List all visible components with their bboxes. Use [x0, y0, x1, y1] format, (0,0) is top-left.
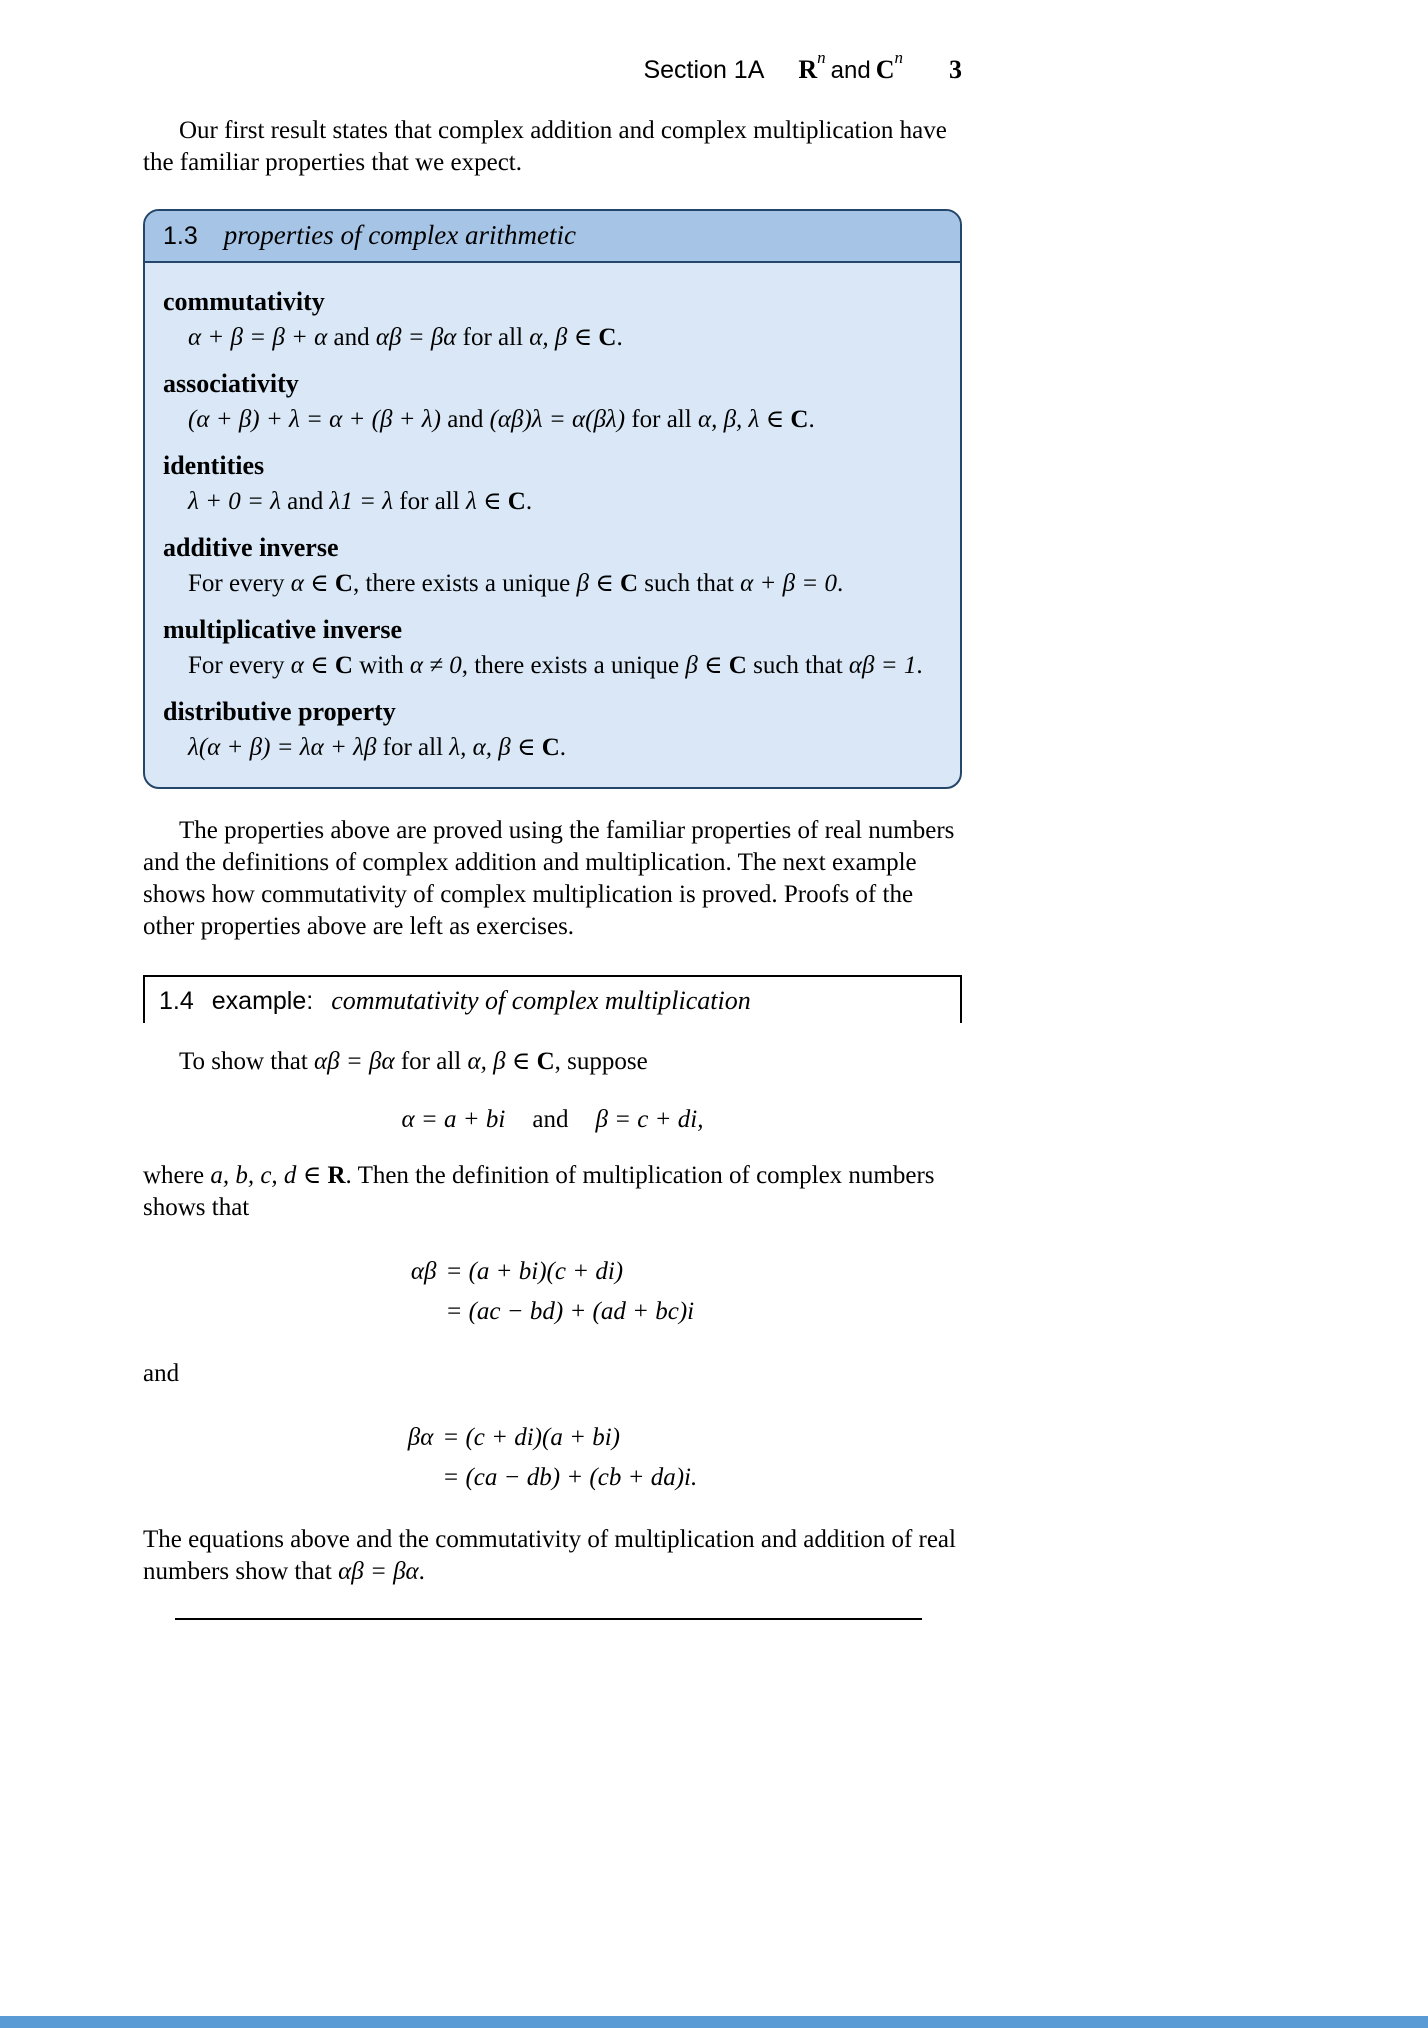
- text-segment: ∈: [303, 652, 335, 679]
- text-segment: .: [525, 488, 533, 515]
- text-segment: for all: [393, 488, 466, 515]
- text-segment: The equations above and the commutativity of multiplication and addition of real numbers show that: [143, 1526, 956, 1585]
- property-identities: [163, 449, 940, 519]
- superscript-n: n: [894, 47, 903, 67]
- text-segment: C: [334, 652, 353, 679]
- text-segment: .: [836, 570, 844, 597]
- text-segment: ∈: [505, 1048, 537, 1075]
- text-segment: . Then the definition of multiplication of complex numbers shows that: [143, 1162, 935, 1221]
- text-segment: C: [541, 734, 560, 761]
- text-segment: for all: [394, 1048, 468, 1075]
- equation-rhs-line-2: = (ca − db) + (cb + da)i.: [442, 1464, 698, 1491]
- equation-rhs-line-1: = (a + bi)(c + di): [445, 1258, 624, 1285]
- text-segment: with: [352, 652, 410, 679]
- text-segment: α, β, λ: [697, 406, 760, 433]
- property-statement: [188, 403, 940, 437]
- theorem-box-header: [145, 211, 960, 263]
- text-segment: C: [619, 570, 639, 597]
- text-segment: ∈: [759, 406, 791, 433]
- equation-lhs: βα: [407, 1424, 434, 1451]
- text-segment: .: [418, 1558, 425, 1585]
- superscript-n: n: [817, 47, 826, 67]
- example-closing-rule: [175, 1618, 922, 1620]
- property-heading: associativity: [163, 369, 299, 398]
- example-paragraph-2: [143, 1160, 962, 1224]
- text-segment: αβ = 1: [848, 652, 917, 679]
- text-segment: α, β: [529, 324, 568, 351]
- text-segment: C: [507, 488, 526, 515]
- text-segment: αβ = βα: [338, 1558, 419, 1585]
- property-additive-inverse: [163, 531, 940, 601]
- property-heading: additive inverse: [163, 533, 339, 562]
- text-segment: for all: [456, 324, 530, 351]
- text-segment: such that: [746, 652, 849, 679]
- chapter-title: [798, 47, 903, 85]
- example-title: commutativity of complex multiplication: [331, 986, 751, 1015]
- intro-paragraph: Our first result states that complex addition and complex multiplication have the familiar properties that we expect.: [143, 117, 947, 176]
- property-statement: [188, 731, 940, 765]
- text-segment: α: [290, 652, 304, 679]
- text-segment: β: [685, 652, 698, 679]
- text-segment: α + β = β + α: [188, 324, 328, 351]
- text-segment: C: [334, 570, 353, 597]
- set-C-symbol: C: [875, 55, 895, 84]
- example-kind-label: example:: [211, 987, 314, 1015]
- text-segment: such that: [638, 570, 741, 597]
- equation-block-alpha-beta: [411, 1252, 694, 1332]
- text-segment: For every: [188, 570, 291, 597]
- display-equation-definitions: [143, 1104, 962, 1136]
- text-segment: λ1 = λ: [329, 488, 394, 515]
- text-segment: , there exists a unique: [461, 652, 686, 679]
- connector-word: and: [143, 1360, 180, 1387]
- text-segment: C: [536, 1048, 555, 1075]
- property-statement: [188, 321, 940, 355]
- equation-lhs-empty: [408, 1458, 434, 1498]
- text-segment: β: [576, 570, 589, 597]
- text-segment: ∈: [567, 324, 599, 351]
- property-heading: multiplicative inverse: [163, 615, 403, 644]
- text-segment: R: [327, 1162, 346, 1189]
- text-segment: .: [559, 734, 567, 761]
- text-segment: ∈: [303, 570, 335, 597]
- text-segment: .: [616, 324, 623, 351]
- text-segment: , there exists a unique: [352, 570, 577, 597]
- text-segment: λ + 0 = λ: [188, 488, 281, 515]
- text-segment: ∈: [510, 734, 542, 761]
- discussion-paragraph: The properties above are proved using the familiar properties of real numbers and the definitions of complex addition and multiplication. The next example shows how commutativity of complex multiplication is proved. Proofs of the other properties above are left as exercises.: [143, 817, 955, 940]
- equation-rhs-line-2: = (ac − bd) + (ad + bc)i: [445, 1298, 695, 1325]
- property-associativity: [163, 367, 940, 437]
- example-paragraph-4: [143, 1524, 962, 1588]
- text-segment: .: [808, 406, 815, 433]
- example-number: 1.4: [159, 987, 194, 1015]
- text-segment: and: [440, 406, 490, 433]
- set-R-symbol: R: [798, 55, 818, 84]
- text-segment: and: [280, 488, 330, 515]
- text-segment: λ: [465, 488, 477, 515]
- equation-block-beta-alpha: [408, 1418, 698, 1498]
- theorem-title: properties of complex arithmetic: [223, 220, 576, 250]
- equation-lhs-empty: [411, 1292, 437, 1332]
- theorem-box-1-3: [143, 209, 962, 789]
- text-segment: ∈: [588, 570, 620, 597]
- text-segment: (αβ)λ = α(βλ): [489, 406, 626, 433]
- text-segment: (α + β) + λ = α + (β + λ): [188, 406, 441, 433]
- text-segment: β = c + di,: [595, 1106, 704, 1133]
- example-header: [143, 975, 962, 1026]
- property-heading: commutativity: [163, 287, 325, 316]
- text-segment: αβ = βα: [375, 324, 457, 351]
- text-segment: ∈: [476, 488, 508, 515]
- running-head: [143, 47, 962, 85]
- text-segment: For every: [188, 652, 291, 679]
- text-segment: α: [290, 570, 304, 597]
- property-statement: [188, 567, 940, 601]
- property-distributive: [163, 695, 940, 765]
- theorem-number: 1.3: [163, 222, 198, 250]
- property-heading: identities: [163, 451, 265, 480]
- text-segment: a, b, c, d: [210, 1162, 297, 1189]
- property-commutativity: [163, 285, 940, 355]
- text-segment: C: [598, 324, 617, 351]
- example-paragraph-1: [143, 1046, 962, 1078]
- example-1-4: [143, 975, 962, 1620]
- property-heading: distributive property: [163, 697, 396, 726]
- text-segment: for all: [625, 406, 698, 433]
- text-segment: αβ = βα: [314, 1048, 395, 1075]
- text-segment: ∈: [697, 652, 729, 679]
- text-segment: for all: [376, 734, 450, 761]
- section-label: Section 1A: [643, 56, 765, 84]
- text-segment: .: [916, 652, 923, 679]
- text-segment: λ(α + β) = λα + λβ: [188, 734, 377, 761]
- text-segment: To show that: [179, 1048, 315, 1075]
- text-segment: where: [143, 1162, 211, 1189]
- text-segment: and: [327, 324, 376, 351]
- property-statement: [188, 649, 940, 683]
- page-number: 3: [949, 55, 962, 84]
- text-segment: C: [790, 406, 809, 433]
- property-statement: [188, 485, 940, 519]
- footer-color-bar: [0, 2016, 1428, 2028]
- text-segment: λ, α, β: [449, 734, 511, 761]
- text-segment: α = a + bi: [401, 1106, 506, 1133]
- equation-rhs-line-1: = (c + di)(a + bi): [442, 1424, 620, 1451]
- text-segment: α + β = 0: [740, 570, 837, 597]
- text-segment: α, β: [467, 1048, 506, 1075]
- text-segment: , suppose: [554, 1048, 648, 1075]
- text-segment: ∈: [296, 1162, 328, 1189]
- equation-lhs: αβ: [410, 1258, 437, 1285]
- property-multiplicative-inverse: [163, 613, 940, 683]
- text-segment: C: [728, 652, 747, 679]
- text-segment: α ≠ 0: [409, 652, 462, 679]
- text-segment: and: [532, 1106, 569, 1133]
- theorem-box-body: [145, 263, 960, 787]
- conjunction-and: and: [830, 57, 871, 84]
